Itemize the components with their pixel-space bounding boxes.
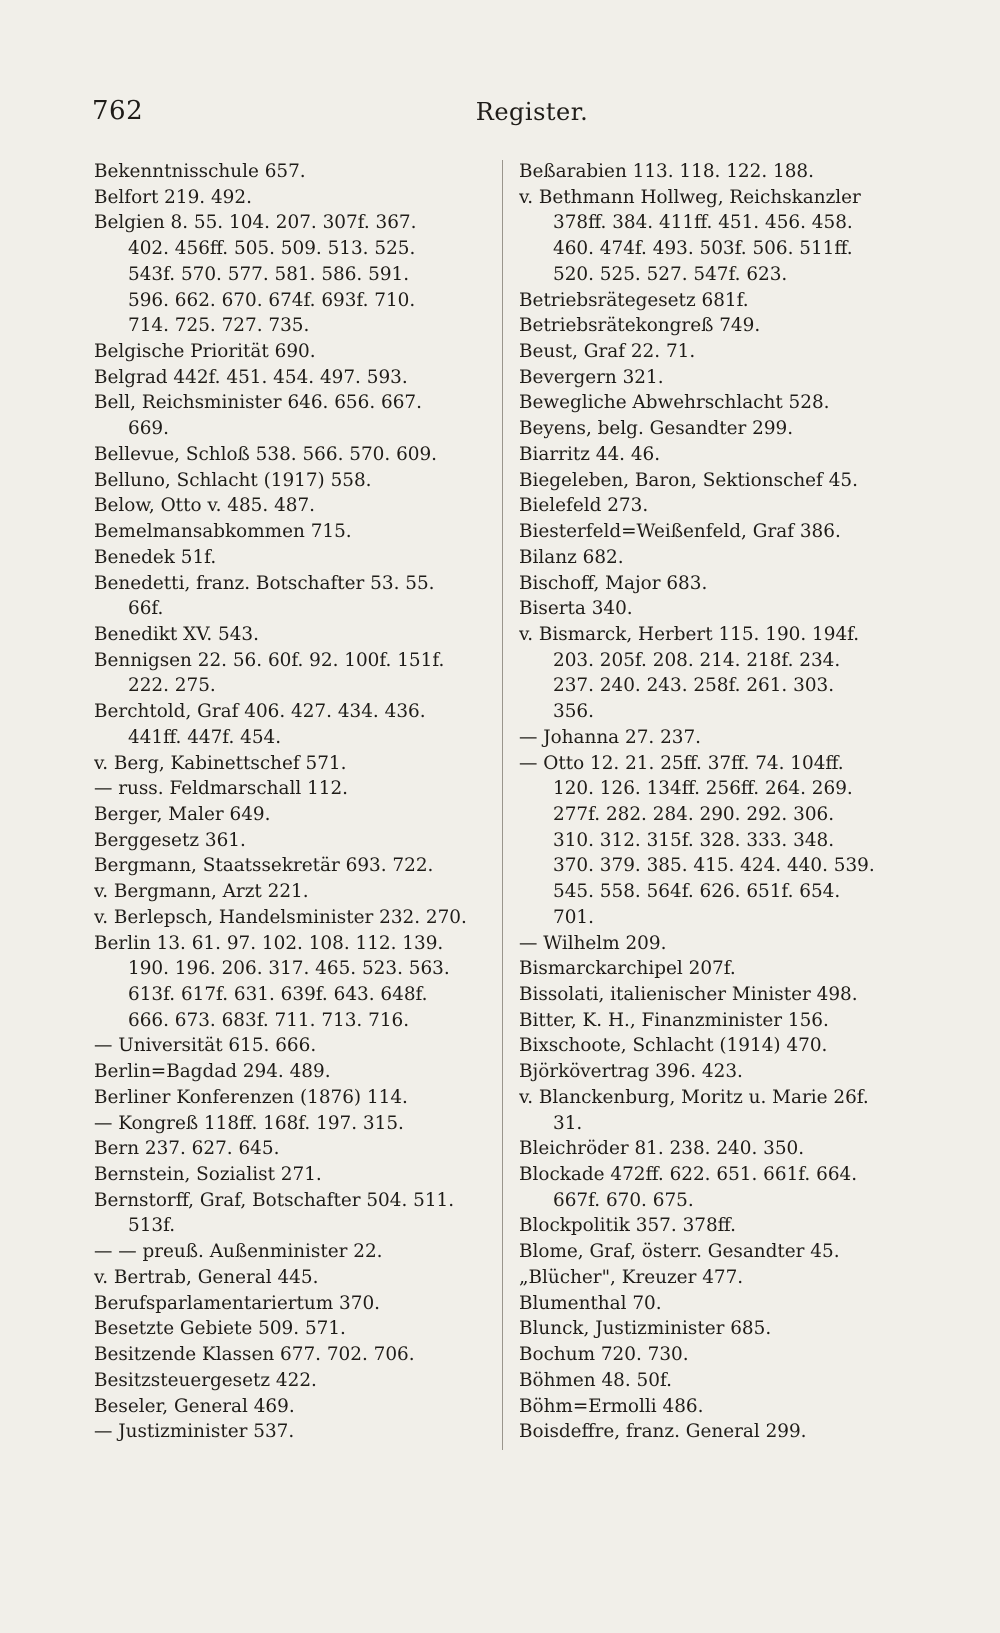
index-entry: v. Blanckenburg, Moritz u. Marie 26f. — [519, 1086, 869, 1108]
index-entry-continuation: 669. — [128, 418, 169, 440]
index-entry: Benedek 51f. — [94, 546, 217, 568]
index-entry: Belgien 8. 55. 104. 207. 307f. 367. — [94, 212, 417, 234]
index-entry: — Justizminister 537. — [94, 1421, 295, 1443]
index-entry: Blome, Graf, österr. Gesandter 45. — [519, 1241, 840, 1263]
index-entry: Besitzende Klassen 677. 702. 706. — [94, 1344, 415, 1366]
index-entry: Bennigsen 22. 56. 60f. 92. 100f. 151f. — [94, 649, 445, 671]
index-entry: Bissolati, italienischer Minister 498. — [519, 984, 858, 1005]
index-entry: Besetzte Gebiete 509. 571. — [94, 1318, 346, 1340]
index-entry: Belgische Priorität 690. — [94, 341, 316, 363]
running-title: Register. — [475, 98, 589, 126]
index-entry: Belgrad 442f. 451. 454. 497. 593. — [94, 366, 408, 388]
index-entry-continuation: 613f. 617f. 631. 639f. 643. 648f. — [128, 984, 428, 1005]
index-entry: Bielefeld 273. — [519, 495, 649, 517]
index-entry: Bergmann, Staatssekretär 693. 722. — [94, 855, 434, 877]
index-entry: Betriebsrätegesetz 681f. — [519, 289, 749, 311]
index-entry-continuation: 66f. — [128, 598, 164, 620]
index-entry: Böhm=Ermolli 486. — [519, 1395, 704, 1417]
index-entry: Berchtold, Graf 406. 427. 434. 436. — [94, 701, 426, 723]
index-entry-continuation: 666. 673. 683f. 711. 713. 716. — [128, 1009, 410, 1031]
index-entry: Bischoff, Major 683. — [519, 572, 708, 594]
index-entry: Below, Otto v. 485. 487. — [94, 495, 316, 517]
index-entry: Berliner Konferenzen (1876) 114. — [94, 1086, 408, 1108]
index-entry-continuation: 714. 725. 727. 735. — [128, 315, 310, 337]
index-entry: Bismarckarchipel 207f. — [519, 958, 736, 980]
index-entry: v. Bertrab, General 445. — [94, 1266, 319, 1288]
index-entry-continuation: 190. 196. 206. 317. 465. 523. 563. — [128, 958, 450, 980]
index-entry: Berggesetz 361. — [94, 829, 246, 851]
index-entry: Bitter, K. H., Finanzminister 156. — [519, 1009, 829, 1031]
index-entry-continuation: 310. 312. 315f. 328. 333. 348. — [553, 829, 835, 851]
index-entry-continuation: 370. 379. 385. 415. 424. 440. 539. — [553, 855, 875, 877]
index-entry: Berlin=Bagdad 294. 489. — [94, 1061, 331, 1083]
index-entry-continuation: 31. — [553, 1112, 583, 1134]
index-entry: — russ. Feldmarschall 112. — [94, 778, 349, 800]
index-entry: Beßarabien 113. 118. 122. 188. — [519, 161, 814, 182]
index-entry: Benedetti, franz. Botschafter 53. 55. — [94, 572, 435, 594]
index-entry-continuation: 203. 205f. 208. 214. 218f. 234. — [553, 649, 841, 671]
index-entry-continuation: 441ff. 447f. 454. — [128, 726, 282, 748]
index-entry: Biserta 340. — [519, 598, 633, 620]
column-divider — [502, 160, 503, 1450]
index-entry: Betriebsrätekongreß 749. — [519, 315, 761, 337]
index-entry-continuation: 356. — [553, 701, 594, 723]
index-entry: v. Bergmann, Arzt 221. — [94, 881, 309, 903]
index-entry: Berger, Maler 649. — [94, 803, 271, 825]
index-entry-continuation: 237. 240. 243. 258f. 261. 303. — [553, 675, 835, 697]
index-entry: Berlin 13. 61. 97. 102. 108. 112. 139. — [94, 932, 444, 954]
index-entry: Biarritz 44. 46. — [519, 443, 661, 465]
page-header — [92, 96, 908, 136]
index-entry-continuation: 222. 275. — [128, 675, 216, 697]
index-entry: Bell, Reichsminister 646. 656. 667. — [94, 392, 422, 414]
index-entry: — Wilhelm 209. — [519, 932, 667, 954]
index-entry: Beseler, General 469. — [94, 1395, 295, 1417]
index-entry-continuation: 701. — [553, 906, 594, 928]
index-entry: Björkövertrag 396. 423. — [519, 1061, 743, 1083]
index-entry: Biesterfeld=Weißenfeld, Graf 386. — [519, 521, 841, 543]
index-entry: Bernstorff, Graf, Botschafter 504. 511. — [94, 1189, 455, 1211]
index-entry-continuation: 402. 456ff. 505. 509. 513. 525. — [128, 238, 416, 260]
index-entry: Bilanz 682. — [519, 546, 624, 568]
index-entry: Belluno, Schlacht (1917) 558. — [94, 469, 372, 491]
index-entry-continuation: 120. 126. 134ff. 256ff. 264. 269. — [553, 778, 853, 800]
index-entry: Bochum 720. 730. — [519, 1344, 689, 1366]
index-entry: Blockpolitik 357. 378ff. — [519, 1215, 736, 1237]
index-entry: — — preuß. Außenminister 22. — [94, 1241, 383, 1263]
index-entry: v. Bismarck, Herbert 115. 190. 194f. — [519, 623, 860, 645]
index-entry-continuation: 520. 525. 527. 547f. 623. — [553, 263, 788, 285]
index-entry: Beyens, belg. Gesandter 299. — [519, 418, 794, 440]
index-entry-continuation: 277f. 282. 284. 290. 292. 306. — [553, 803, 835, 825]
index-entry: Bemelmansabkommen 715. — [94, 521, 352, 543]
index-entry: Bixschoote, Schlacht (1914) 470. — [519, 1035, 828, 1057]
index-entry: — Johanna 27. 237. — [519, 726, 702, 748]
index-entry: — Kongreß 118ff. 168f. 197. 315. — [94, 1112, 404, 1134]
index-entry: Boisdeffre, franz. General 299. — [519, 1421, 807, 1443]
index-entry: Bellevue, Schloß 538. 566. 570. 609. — [94, 443, 438, 465]
index-entry: Blockade 472ff. 622. 651. 661f. 664. — [519, 1164, 858, 1186]
index-entry-continuation: 460. 474f. 493. 503f. 506. 511ff. — [553, 238, 853, 260]
index-entry: Bernstein, Sozialist 271. — [94, 1164, 322, 1186]
index-entry: Beust, Graf 22. 71. — [519, 341, 696, 363]
index-entry: Bleichröder 81. 238. 240. 350. — [519, 1138, 805, 1160]
index-entry: Blumenthal 70. — [519, 1292, 662, 1314]
index-entry: Bewegliche Abwehrschlacht 528. — [519, 392, 830, 414]
index-entry: Bevergern 321. — [519, 366, 664, 388]
index-entry: Belfort 219. 492. — [94, 186, 252, 208]
index-entry: v. Berg, Kabinettschef 571. — [94, 752, 347, 774]
index-entry-continuation: 667f. 670. 675. — [553, 1189, 694, 1211]
index-entry-continuation: 513f. — [128, 1215, 176, 1237]
page-number: 762 — [92, 96, 144, 126]
index-entry: Besitzsteuergesetz 422. — [94, 1369, 317, 1391]
index-entry: v. Berlepsch, Handelsminister 232. 270. — [94, 906, 467, 928]
index-entry-continuation: 378ff. 384. 411ff. 451. 456. 458. — [553, 212, 853, 234]
index-column-right — [519, 159, 929, 1445]
index-entry-continuation: 543f. 570. 577. 581. 586. 591. — [128, 263, 410, 285]
index-entry: Berufsparlamentariertum 370. — [94, 1292, 380, 1314]
index-entry-continuation: 545. 558. 564f. 626. 651f. 654. — [553, 881, 841, 903]
index-entry: Bern 237. 627. 645. — [94, 1138, 280, 1160]
index-column-left — [94, 159, 486, 1445]
index-entry: „Blücher", Kreuzer 477. — [519, 1266, 744, 1288]
index-entry-continuation: 596. 662. 670. 674f. 693f. 710. — [128, 289, 416, 311]
index-entry: Biegeleben, Baron, Sektionschef 45. — [519, 469, 858, 491]
index-entry: Böhmen 48. 50f. — [519, 1369, 672, 1391]
index-entry: — Universität 615. 666. — [94, 1035, 317, 1057]
index-entry: v. Bethmann Hollweg, Reichskanzler — [519, 186, 861, 208]
index-entry: Benedikt XV. 543. — [94, 623, 259, 645]
index-entry: Blunck, Justizminister 685. — [519, 1318, 772, 1340]
index-entry: Bekenntnisschule 657. — [94, 161, 306, 182]
index-entry: — Otto 12. 21. 25ff. 37ff. 74. 104ff. — [519, 752, 844, 774]
